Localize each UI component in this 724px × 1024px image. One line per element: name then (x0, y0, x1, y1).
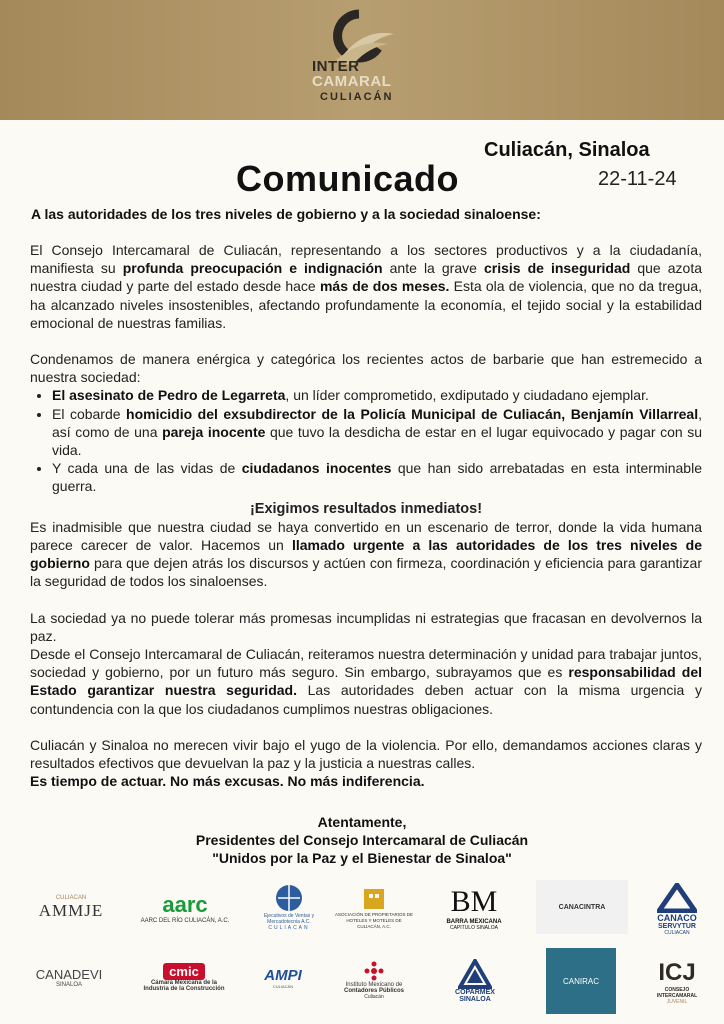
logo-caption: ASOCIACIÓN DE PROPIETARIOS DE HOTELES Y MOTELES DE CULIACÁN, A.C. (335, 912, 413, 929)
logo-caption: JUVENIL (666, 999, 688, 1005)
logo-hoteles (334, 878, 414, 938)
logo-coparmex (440, 950, 510, 1012)
signature-line-2: Presidentes del Consejo Intercamaral de Culiacán (195, 832, 529, 848)
logo-wordmark: CANADEVI (35, 966, 103, 982)
logo-wordmark: BM (450, 885, 498, 918)
logo-barra-mexicana (434, 876, 514, 940)
logo-wordmark: cmic (163, 963, 205, 980)
paragraph-2-intro: Condenamos de manera enérgica y categórica los recientes actos de barbarie que han estremecido a nuestra sociedad: (30, 351, 702, 386)
bold-text: profunda preocupación e indignación (122, 260, 383, 277)
globe-icon (272, 883, 306, 913)
paragraph-4: La sociedad ya no puede tolerar más promesas incumplidas ni estrategias que fracasan en devolvernos la paz. (30, 609, 702, 644)
logo-wordmark: ICJ (658, 959, 696, 986)
signature-line-3: "Unidos por la Paz y el Bienestar de Sinaloa" (212, 850, 512, 866)
logo-caption: AARC DEL RÍO CULIACÁN, A.C. (140, 918, 230, 924)
logo-caption: CULIACÁN (272, 984, 294, 989)
bold-text: llamado urgente a las autoridades de los tres niveles de gobierno (30, 537, 702, 572)
date-label: 22-11-24 (598, 168, 677, 190)
logo-caption: Contadores Públicos (343, 988, 404, 994)
logo-ampi (252, 954, 314, 1002)
text: Y cada una de las vidas de (52, 460, 242, 477)
logo-caption: Industria de la Construcción (143, 985, 225, 992)
text: Es inadmisible que nuestra ciudad se haya convertido en un escenario de terror, donde la vida humana parece carecer de valor. Hacemos un (30, 518, 702, 554)
member-logos (0, 868, 724, 1024)
list-item (52, 405, 702, 460)
bold-text: responsabilidad del Estado garantizar nuestra seguridad. (30, 664, 702, 699)
logo-caption: CONSEJO (664, 987, 690, 993)
body-text (30, 241, 702, 790)
text: que azota nuestra ciudad y parte del estado desde hace (30, 260, 703, 295)
logo-wordmark: COPARMEX (455, 989, 495, 996)
paragraph-7 (30, 772, 702, 790)
signature-line-1: Atentamente, (317, 814, 407, 830)
logo-canacintra (536, 880, 628, 934)
logo-caption: CULIACAN (268, 925, 310, 931)
text: para que dejen atrás los discursos y actúen con firmeza, coordinación y eficiencia para garantizar la seguridad de todos los sinaloenses. (30, 555, 702, 590)
logo-text-camaral: CAMARAL (312, 73, 392, 90)
paragraph-6: Culiacán y Sinaloa no merecen vivir bajo el yugo de la violencia. Por ello, demandamos acciones claras y resultados efectivos que devuelvan la paz y la justicia a nuestras calles. (30, 736, 702, 772)
text: Las autoridades deben actuar con la misma urgencia y contundencia con la que los ciudadanos cumplimos nuestras obligaciones. (30, 682, 702, 717)
logo-wordmark: AMPI (264, 967, 302, 984)
logo-caption: INTERCAMARAL (656, 993, 698, 999)
paragraph-3 (30, 518, 702, 591)
logo-consejo-juvenil (644, 948, 710, 1016)
place-heading: Culiacán, Sinaloa (484, 139, 650, 161)
demand-heading: ¡Exigimos resultados inmediatos! (249, 500, 483, 517)
logo-ejecutivos (256, 874, 322, 940)
bold-text: ciudadanos inocentes (241, 460, 392, 477)
logo-cmic (130, 950, 238, 1004)
bold-text: crisis de inseguridad (483, 260, 631, 277)
list-item (52, 386, 702, 404)
logo-text-culiacan: CULIACÁN (320, 91, 394, 103)
triangle-icon (657, 883, 697, 913)
flower-icon (363, 960, 385, 982)
text: ante la grave (382, 260, 484, 277)
logo-caption: SINALOA (55, 981, 82, 988)
text: , un líder comprometido, exdiputado y ciudadano ejemplar. (285, 387, 649, 404)
text: El Consejo Intercamaral de Culiacán, representando a los sectores productivos y a la ciudadanía, manifiesta su (30, 242, 702, 277)
text: Esta ola de violencia, que no da tregua, ha alcanzado niveles insostenibles, afectando profundamente la economía, el tejido social y la estabilidad emocional de nuestras familias. (30, 278, 703, 331)
logo-caption: Culiacán (364, 994, 384, 1000)
logo-caption: BARRA MEXICANA (446, 919, 502, 925)
logo-caption: Cámara Mexicana de la (150, 979, 218, 986)
paragraph-1 (30, 241, 702, 332)
logo-caption: CULIACAN (55, 895, 87, 901)
salutation: A las autoridades de los tres niveles de gobierno y a la sociedad sinaloense: (31, 206, 541, 222)
logo-text-inter: INTER (312, 58, 360, 75)
condemnation-list (30, 386, 702, 495)
logo-canirac (546, 948, 616, 1014)
logo-ammje (30, 880, 112, 936)
logo-caption: SINALOA (459, 996, 491, 1003)
text: que han sido arrebatadas en esta interminable guerra. (52, 460, 702, 495)
logo-caption: SERVYTUR (658, 922, 696, 930)
bold-text: más de dos meses. (319, 278, 450, 295)
logo-wordmark: aarc (162, 892, 208, 917)
text: Desde el Consejo Intercamaral de Culiacán, reiteramos nuestra determinación y unidad para trabajar juntos, sociedad y gobierno, por un futuro más seguro. Sin embargo, subrayamos que es (30, 646, 702, 681)
logo-caption: Instituto Mexicano de (345, 982, 403, 988)
bold-text: Es tiempo de actuar. No más excusas. No más indiferencia. (30, 773, 425, 790)
logo-imcp (326, 948, 422, 1012)
list-item (52, 459, 702, 495)
logo-canaco (644, 874, 710, 944)
logo-canadevi (26, 950, 112, 1004)
header-banner (0, 0, 724, 120)
page-title: Comunicado (236, 158, 460, 199)
logo-wordmark: AMMJE (38, 901, 104, 920)
text: El cobarde (52, 405, 127, 422)
logo-wordmark: CANIRAC (562, 976, 599, 986)
logo-wordmark: CANACO (657, 912, 697, 923)
paragraph-5 (30, 645, 702, 718)
logo-caption: CAPITULO SINALOA (449, 925, 499, 931)
coparmex-mark-icon (458, 959, 492, 989)
building-icon (361, 886, 387, 912)
logo-aarc (130, 880, 240, 936)
logo-caption: CULIACAN (664, 929, 690, 936)
signature-block (0, 813, 724, 867)
bold-text: El asesinato de Pedro de Legarreta (52, 387, 286, 404)
text: , así como de una (52, 405, 702, 440)
logo-caption: Ejecutivos de Ventas y Mercadotecnia A.C. (263, 913, 315, 925)
bold-text: pareja inocente (162, 423, 266, 440)
bold-text: homicidio del exsubdirector de la Policía Municipal de Culiacán, Benjamín Villarreal (126, 405, 699, 422)
text: que tuvo la desdicha de estar en el lugar equivocado y pagar con su vida. (52, 423, 703, 459)
logo-wordmark: CANACINTRA (558, 903, 606, 911)
